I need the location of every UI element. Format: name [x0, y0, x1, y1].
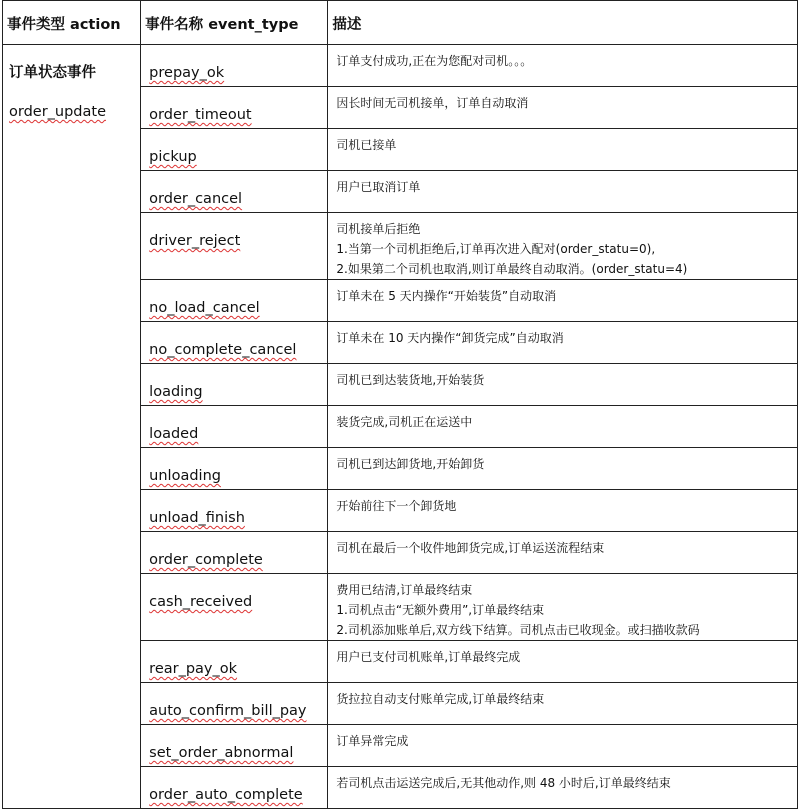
description-line: 司机已到达卸货地,开始卸货	[336, 457, 485, 471]
table-row	[3, 45, 798, 87]
event-type-cell	[141, 280, 328, 322]
event-type: rear_pay_ok	[149, 661, 238, 677]
description-cell	[328, 532, 798, 574]
header-description: 描述	[328, 1, 798, 45]
event-type: cash_received	[149, 594, 253, 610]
event-type-cell	[141, 574, 328, 641]
event-type-cell	[141, 364, 328, 406]
description-line: 用户已支付司机账单,订单最终完成	[336, 650, 521, 664]
description-line: 订单未在 5 天内操作“开始装货”自动取消	[336, 289, 557, 303]
event-type-cell	[141, 641, 328, 683]
description-cell	[328, 448, 798, 490]
description-cell	[328, 322, 798, 364]
description-cell	[328, 767, 798, 809]
event-type: auto_confirm_bill_pay	[149, 703, 307, 719]
description-line: 费用已结清,订单最终结束	[336, 583, 473, 597]
event-type: order_complete	[149, 552, 263, 568]
description-line: 若司机点击运送完成后,无其他动作,则 48 小时后,订单最终结束	[336, 776, 671, 790]
event-type-cell	[141, 532, 328, 574]
description-cell	[328, 683, 798, 725]
action-cell	[3, 45, 141, 809]
event-type: no_complete_cancel	[149, 342, 297, 358]
event-type-cell	[141, 448, 328, 490]
event-type: order_cancel	[149, 191, 243, 207]
table-body	[3, 45, 798, 809]
event-type-cell	[141, 129, 328, 171]
description-cell	[328, 406, 798, 448]
event-table	[2, 0, 798, 809]
description-cell	[328, 87, 798, 129]
description-line: 用户已取消订单	[336, 180, 421, 194]
description-line: 司机在最后一个收件地卸货完成,订单运送流程结束	[336, 541, 605, 555]
event-type: loaded	[149, 426, 199, 442]
event-type-cell	[141, 406, 328, 448]
event-type-cell	[141, 767, 328, 809]
event-type-cell	[141, 490, 328, 532]
description-line: 2.如果第二个司机也取消,则订单最终自动取消。(order_statu=4)	[336, 262, 688, 276]
description-line: 货拉拉自动支付账单完成,订单最终结束	[336, 692, 545, 706]
header-row	[3, 1, 798, 45]
event-type: loading	[149, 384, 203, 400]
description-line: 订单异常完成	[336, 734, 409, 748]
description-cell	[328, 45, 798, 87]
event-type: prepay_ok	[149, 65, 225, 81]
description-line: 1.当第一个司机拒绝后,订单再次进入配对(order_statu=0),	[336, 242, 656, 256]
description-cell	[328, 129, 798, 171]
description-line: 订单未在 10 天内操作“卸货完成”自动取消	[336, 331, 564, 345]
description-line: 1.司机点击“无额外费用”,订单最终结束	[336, 603, 545, 617]
event-type: set_order_abnormal	[149, 745, 294, 761]
description-line: 司机接单后拒绝	[336, 222, 421, 236]
event-type-cell	[141, 171, 328, 213]
action-name: 订单状态事件	[9, 65, 96, 81]
description-cell	[328, 641, 798, 683]
description-cell	[328, 725, 798, 767]
event-type-cell	[141, 45, 328, 87]
event-type-cell	[141, 322, 328, 364]
event-type: no_load_cancel	[149, 300, 260, 316]
event-type-cell	[141, 725, 328, 767]
header-action: 事件类型 action	[3, 1, 141, 45]
description-line: 订单支付成功,正在为您配对司机。。。	[336, 54, 533, 68]
description-cell	[328, 171, 798, 213]
description-cell	[328, 213, 798, 280]
event-type: unloading	[149, 468, 221, 484]
event-type: order_timeout	[149, 107, 252, 123]
action-code-text: order_update	[9, 104, 107, 120]
header-event-type: 事件名称 event_type	[141, 1, 328, 45]
event-type-cell	[141, 683, 328, 725]
description-line: 2.司机添加账单后,双方线下结算。司机点击已收现金。或扫描收款码	[336, 623, 700, 637]
description-line: 司机已到达装货地,开始装货	[336, 373, 485, 387]
description-cell	[328, 280, 798, 322]
event-type: unload_finish	[149, 510, 245, 526]
description-cell	[328, 490, 798, 532]
event-type-cell	[141, 87, 328, 129]
event-type: driver_reject	[149, 233, 241, 249]
description-line: 因长时间无司机接单，订单自动取消	[336, 96, 529, 110]
event-type: pickup	[149, 149, 197, 165]
action-code	[3, 82, 140, 120]
description-line: 装货完成,司机正在运送中	[336, 415, 473, 429]
event-type: order_auto_complete	[149, 787, 303, 803]
description-line: 司机已接单	[336, 138, 397, 152]
description-cell	[328, 364, 798, 406]
description-line: 开始前往下一个卸货地	[336, 499, 457, 513]
description-cell	[328, 574, 798, 641]
event-type-cell	[141, 213, 328, 280]
